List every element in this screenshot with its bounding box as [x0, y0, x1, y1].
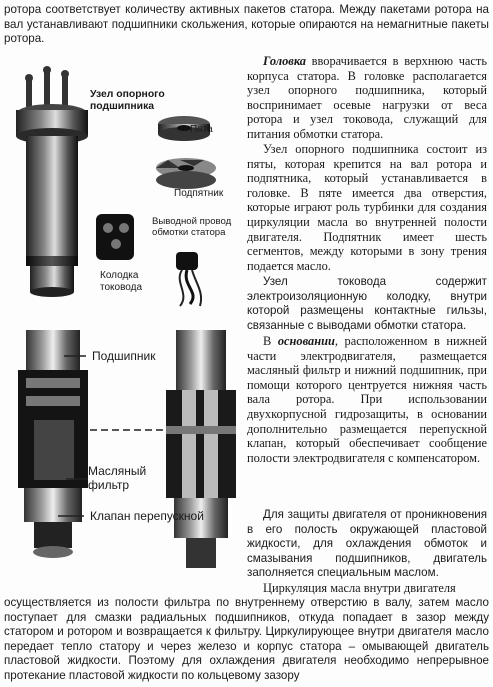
bearing-label: Подшипник — [92, 349, 156, 363]
oil-filter-label: Масляный фильтр — [88, 464, 147, 492]
base-section-figure — [4, 326, 240, 584]
circulation-paragraph-start: Циркуляция масла внутри двигателя — [263, 581, 456, 595]
base-term: основании — [277, 334, 335, 348]
protection-paragraph: Для защиты двигателя от проникновения в его полость окружающей пластовой жидкости, для охлаждения обмоток и смазывания подшипников, двигатель заполняется специальным маслом. — [247, 508, 487, 580]
base-cutaway — [166, 330, 236, 568]
thrust-bearing-part — [156, 158, 216, 189]
thrust-bearing-label: Подпятник — [174, 188, 224, 199]
base-exterior — [18, 330, 88, 558]
output-lead-part — [176, 252, 201, 306]
bottom-paragraph: осуществляется из полости фильтра по внутреннему отверстию в валу, затем масло поступает для смазки радиальных подшипников, откуда попадает в зазор между статором и ротором и возвращается к фильтру. Циркулирующее внутри двигателя масло передает тепло статору и через железо и корпус статора – омывающей двигатель пластовой жидкости. Поэтому для охлаждения двигателя необходимо непрерывное протекание пластовой жидкости по кольцевому зазору — [4, 596, 489, 682]
figure1-title: Узел опорного подшипника — [90, 89, 165, 112]
head-term: Головка — [263, 54, 306, 68]
base-paragraph-text: , расположенном в нижней части электродвигателя, размещается масляный фильтр и нижний подшипник, при помощи которого центруется нижняя часть вала ротора. При использовании двухкорпусной гидрозащиты, в основании дополнительно размещается перепускной клапан, который обеспечивает сообщение полости электродвигателя с компенсатором. — [247, 334, 487, 465]
top-paragraph: ротора соответствует количеству активных пакетов статора. Между пакетами ротора на вал устанавливают подшипники скольжения, которые опираются на немагнитные пакеты ротора. — [4, 3, 489, 46]
base-paragraph-prefix: В — [263, 334, 278, 348]
head-paragraph-text: вворачивается в верхнюю часть корпуса статора. В головке располагается узел опорного подшипника, который воспринимает осевые нагрузки от веса ротора и узел токовода, служащий для питания обмотки статора. — [247, 54, 487, 141]
current-lead-paragraph: Узел токовода содержит электроизоляционную колодку, внутри которой размещены контактные гильзы, связанные с выводами обмотки статора. — [247, 275, 487, 332]
base-paragraph — [247, 334, 487, 465]
base-section-illustration — [4, 326, 240, 584]
bypass-valve-label: Клапан перепускной — [90, 509, 204, 523]
head-paragraph — [247, 54, 487, 142]
terminal-block-label: Колодка токовода — [100, 270, 143, 293]
terminal-block-part — [96, 214, 134, 260]
bearing-paragraph: Узел опорного подшипника состоит из пяты, которая крепится на вал ротора и подпятника, который устанавливается в головке. В пяте имеется два отверстия, которые играют роль турбинки для создания циркуляции масла во внутренней полости двигателя. Подпятник имеет шесть сегментов, между которыми в зону трения подается масло. — [247, 142, 487, 273]
output-lead-label: Выводной провод обмотки статора — [152, 216, 232, 238]
terminal-pins — [25, 66, 69, 108]
bearing-assembly-figure — [4, 56, 244, 318]
heel-label: Пята — [190, 124, 213, 135]
